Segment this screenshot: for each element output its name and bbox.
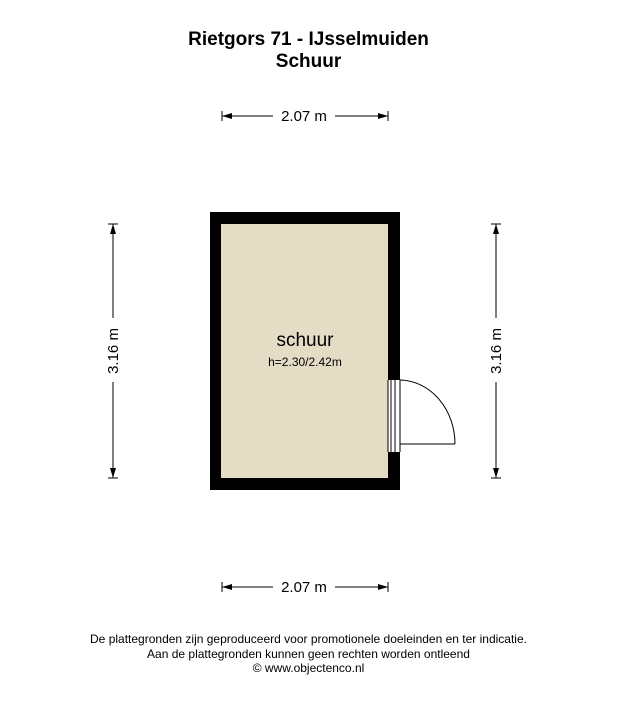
dimension-bottom-label: 2.07 m <box>281 579 327 596</box>
dimension-left-label: 3.16 m <box>105 328 122 374</box>
dimension-right-label: 3.16 m <box>488 328 505 374</box>
plan-subtitle: Schuur <box>275 51 342 72</box>
door-opening <box>388 380 400 452</box>
dimension-right <box>488 224 505 478</box>
room-name: schuur <box>276 330 334 351</box>
plan-title: Rietgors 71 - IJsselmuiden <box>188 29 429 50</box>
room-floor <box>221 224 388 478</box>
disclaimer-line-1: De plattegronden zijn geproduceerd voor promotionele doeleinden en ter indicatie. <box>90 632 527 646</box>
door-swing-arc <box>400 380 455 444</box>
dimension-bottom <box>222 579 388 596</box>
dimension-top-label: 2.07 m <box>281 108 327 125</box>
room-height: h=2.30/2.42m <box>268 355 342 369</box>
disclaimer-line-2: Aan de plattegronden kunnen geen rechten worden ontleend <box>147 647 470 661</box>
dimension-top <box>222 108 388 125</box>
dimension-left <box>105 224 122 478</box>
copyright-line: © www.objectenco.nl <box>252 661 365 675</box>
room-schuur <box>210 212 455 490</box>
